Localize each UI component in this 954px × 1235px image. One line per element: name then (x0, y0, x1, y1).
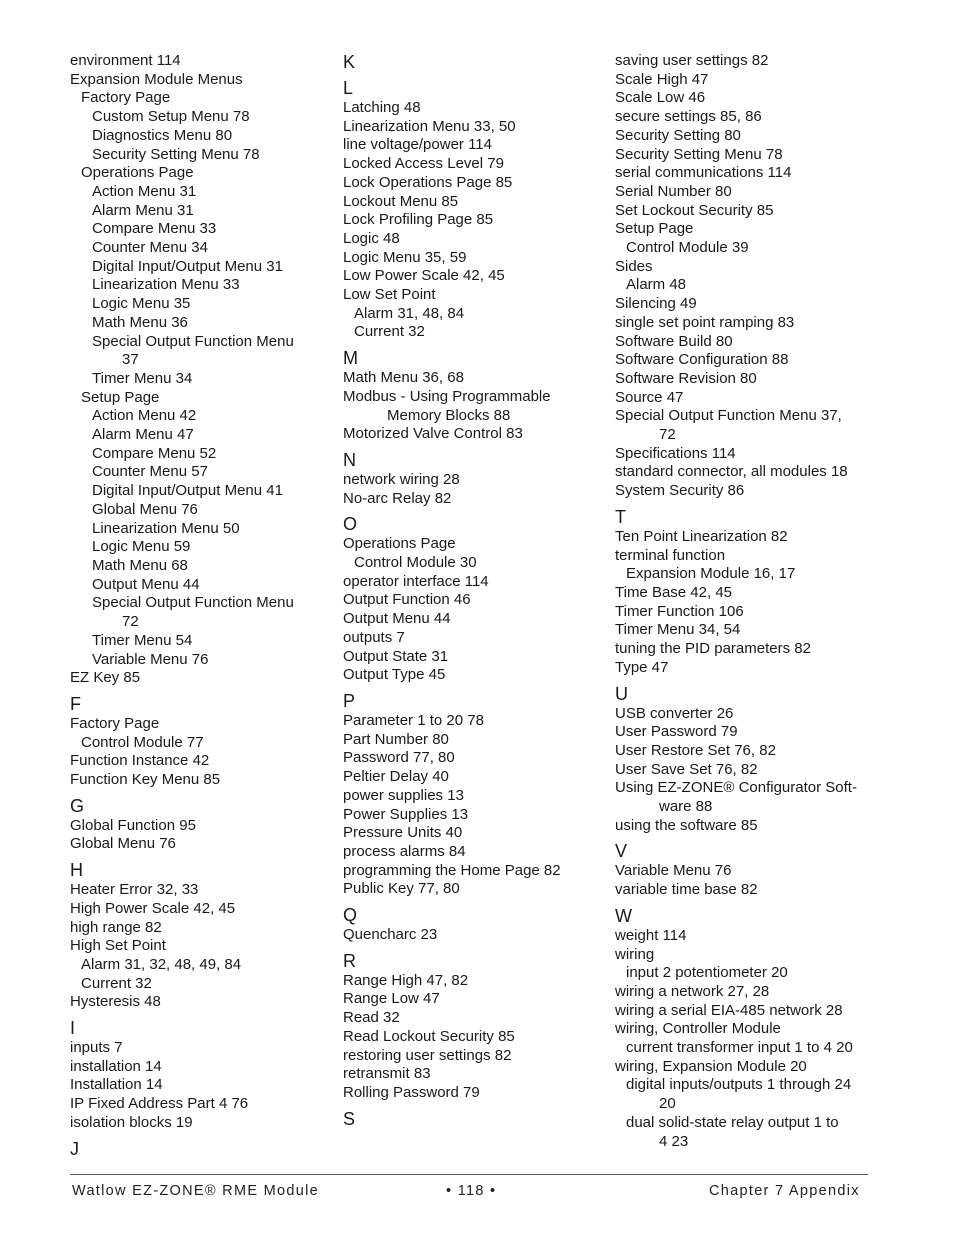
index-entry: Ten Point Linearization 82 (615, 527, 788, 545)
index-entry: Logic Menu 35 (92, 295, 191, 313)
index-entry: Specifications 114 (615, 444, 736, 462)
index-column-1 (70, 52, 332, 1160)
index-entry: Current 32 (354, 323, 425, 341)
index-entry: wiring (615, 945, 655, 963)
index-entry: Security Setting Menu 78 (615, 145, 783, 163)
index-entry: Software Configuration 88 (615, 351, 789, 369)
index-entry: Logic Menu 35, 59 (343, 248, 467, 266)
index-entry: environment 114 (70, 52, 181, 69)
index-entry: Scale High 47 (615, 70, 709, 88)
index-entry: Expansion Module Menus (70, 70, 243, 88)
index-letter-heading: K (343, 52, 356, 72)
index-entry: Output Menu 44 (343, 610, 451, 628)
index-entry-continuation: 20 (659, 1095, 676, 1113)
index-entry: Installation 14 (70, 1076, 163, 1094)
index-entry: Read 32 (343, 1009, 400, 1027)
index-entry: User Password 79 (615, 723, 738, 741)
index-entry: Counter Menu 57 (92, 463, 208, 481)
index-entry: Math Menu 36, 68 (343, 369, 464, 387)
index-entry: Special Output Function Menu 37, (615, 407, 842, 425)
index-entry: Alarm 31, 48, 84 (354, 304, 465, 322)
index-entry: Alarm Menu 31 (92, 201, 194, 219)
index-entry: Security Setting 80 (615, 126, 741, 144)
index-entry: Output Function 46 (343, 591, 471, 609)
index-entry: Parameter 1 to 20 78 (343, 711, 484, 729)
index-entry: System Security 86 (615, 482, 745, 500)
index-entry: tuning the PID parameters 82 (615, 640, 811, 658)
index-entry: Counter Menu 34 (92, 239, 208, 257)
index-entry: Scale Low 46 (615, 89, 706, 107)
index-entry: standard connector, all modules 18 (615, 463, 848, 481)
index-entry: Software Revision 80 (615, 369, 757, 387)
index-entry: Digital Input/Output Menu 41 (92, 482, 283, 500)
index-entry-continuation: 72 (659, 426, 676, 444)
index-entry: digital inputs/outputs 1 through 24 (626, 1076, 852, 1094)
index-entry: Output State 31 (343, 647, 449, 665)
index-entry: wiring a network 27, 28 (615, 982, 770, 1000)
index-entry: Alarm Menu 47 (92, 426, 194, 444)
index-entry: Power Supplies 13 (343, 805, 469, 823)
index-entry: High Power Scale 42, 45 (70, 899, 236, 917)
index-entry: Output Menu 44 (92, 575, 200, 593)
index-entry-continuation: 72 (122, 613, 139, 631)
index-entry: Lock Operations Page 85 (343, 173, 513, 191)
index-entry: Timer Function 106 (615, 602, 744, 620)
index-entry: High Set Point (70, 937, 166, 955)
index-entry: Lock Profiling Page 85 (343, 211, 494, 229)
index-entry: Variable Menu 76 (615, 862, 732, 880)
index-entry: Hysteresis 48 (70, 993, 161, 1011)
index-entry: power supplies 13 (343, 786, 464, 804)
index-entry: Source 47 (615, 388, 684, 406)
index-entry: Math Menu 68 (92, 556, 188, 574)
index-entry: Pressure Units 40 (343, 824, 463, 842)
index-entry: Expansion Module 16, 17 (626, 565, 796, 583)
index-entry: Low Set Point (343, 286, 436, 304)
index-entry: Rolling Password 79 (343, 1083, 480, 1101)
index-entry: Control Module 39 (626, 239, 749, 257)
index-letter-heading: O (343, 514, 358, 535)
index-entry: Range Low 47 (343, 990, 440, 1008)
index-entry: Custom Setup Menu 78 (92, 108, 250, 126)
index-letter-heading: N (343, 449, 356, 470)
index-letter-heading: M (343, 348, 358, 369)
index-entry: Variable Menu 76 (92, 650, 209, 668)
footer-rule (70, 1174, 868, 1175)
index-letter-heading: S (343, 1108, 356, 1129)
index-entry: Control Module 77 (81, 733, 204, 751)
index-entry: Sides (615, 257, 653, 275)
index-entry: Diagnostics Menu 80 (92, 126, 233, 144)
index-entry: Special Output Function Menu (92, 332, 294, 350)
index-letter-heading: T (615, 506, 626, 527)
index-entry: saving user settings 82 (615, 52, 769, 69)
index-entry: Setup Page (615, 220, 694, 238)
index-entry: Output Type 45 (343, 666, 446, 684)
index-entry: Read Lockout Security 85 (343, 1027, 515, 1045)
index-entry: EZ Key 85 (70, 669, 141, 687)
index-entry: Type 47 (615, 658, 669, 676)
index-entry: Alarm 31, 32, 48, 49, 84 (81, 955, 242, 973)
index-entry: Security Setting Menu 78 (92, 145, 260, 163)
index-entry: Compare Menu 33 (92, 220, 217, 238)
index-entry: input 2 potentiometer 20 (626, 964, 788, 982)
index-entry: Locked Access Level 79 (343, 155, 504, 173)
index-entry: terminal function (615, 546, 726, 564)
index-entry: secure settings 85, 86 (615, 108, 762, 126)
index-entry: Digital Input/Output Menu 31 (92, 257, 283, 275)
index-letter-heading: Q (343, 905, 358, 926)
index-letter-heading: H (70, 860, 83, 881)
index-entry: Operations Page (81, 164, 194, 182)
index-entry: high range 82 (70, 918, 162, 936)
index-entry: restoring user settings 82 (343, 1046, 512, 1064)
index-entry: network wiring 28 (343, 470, 460, 488)
index-entry: Global Menu 76 (92, 500, 198, 518)
index-entry: Modbus - Using Programmable (343, 387, 551, 405)
index-letter-heading: V (615, 841, 628, 862)
index-entry: No-arc Relay 82 (343, 489, 452, 507)
index-entry: Silencing 49 (615, 295, 697, 313)
index-entry: Password 77, 80 (343, 749, 455, 767)
index-entry: Logic Menu 59 (92, 538, 191, 556)
index-entry: programming the Home Page 82 (343, 861, 561, 879)
footer-chapter: Chapter 7 Appendix (709, 1183, 860, 1199)
index-entry: Factory Page (70, 714, 160, 732)
index-entry: Software Build 80 (615, 332, 733, 350)
index-entry: installation 14 (70, 1057, 162, 1075)
index-entry: retransmit 83 (343, 1065, 431, 1083)
index-entry: Action Menu 42 (92, 407, 197, 425)
index-entry: Linearization Menu 50 (92, 519, 240, 537)
index-entry: Global Menu 76 (70, 835, 176, 853)
index-entry-continuation: 4 23 (659, 1132, 689, 1150)
index-entry: Lockout Menu 85 (343, 192, 459, 210)
index-entry: Special Output Function Menu (92, 594, 294, 612)
index-entry: inputs 7 (70, 1039, 123, 1057)
index-entry-continuation: 37 (122, 351, 139, 369)
index-entry: Low Power Scale 42, 45 (343, 267, 505, 285)
index-entry: variable time base 82 (615, 881, 758, 899)
index-entry: Logic 48 (343, 229, 400, 247)
index-entry: Serial Number 80 (615, 182, 732, 200)
index-entry: serial communications 114 (615, 164, 792, 182)
index-entry: Action Menu 31 (92, 182, 197, 200)
index-entry: User Restore Set 76, 82 (615, 741, 776, 759)
index-entry: Linearization Menu 33, 50 (343, 117, 516, 135)
index-entry: Control Module 30 (354, 554, 477, 572)
index-entry: Function Key Menu 85 (70, 771, 221, 789)
index-letter-heading: L (343, 78, 354, 98)
index-entry: Function Instance 42 (70, 752, 210, 770)
index-entry: process alarms 84 (343, 842, 466, 860)
index-entry: isolation blocks 19 (70, 1113, 193, 1131)
index-letter-heading: W (615, 905, 632, 926)
index-entry-continuation: ware 88 (659, 798, 713, 816)
index-entry: Set Lockout Security 85 (615, 201, 774, 219)
index-entry: using the software 85 (615, 816, 758, 834)
index-entry: wiring, Controller Module (615, 1020, 781, 1038)
index-letter-heading: F (70, 693, 81, 714)
index-entry: wiring a serial EIA-485 network 28 (615, 1001, 843, 1019)
index-entry: Using EZ-ZONE® Configurator Soft- (615, 779, 857, 797)
index-entry: Global Function 95 (70, 816, 196, 834)
index-entry: Timer Menu 34 (92, 369, 193, 387)
index-entry: USB converter 26 (615, 704, 734, 722)
index-column-3 (615, 52, 885, 1151)
index-entry: current transformer input 1 to 4 20 (626, 1039, 853, 1057)
index-entry: Alarm 48 (626, 276, 687, 294)
index-entry: User Save Set 76, 82 (615, 760, 758, 778)
footer-product-name: Watlow EZ-ZONE® RME Module (72, 1183, 319, 1199)
index-entry: Public Key 77, 80 (343, 880, 460, 898)
index-entry: Compare Menu 52 (92, 444, 217, 462)
index-entry: Part Number 80 (343, 730, 449, 748)
index-entry: Setup Page (81, 388, 160, 406)
index-letter-heading: I (70, 1018, 76, 1039)
index-letter-heading: P (343, 690, 356, 711)
index-entry: Heater Error 32, 33 (70, 881, 199, 899)
index-entry: Range High 47, 82 (343, 971, 469, 989)
index-entry: Time Base 42, 45 (615, 583, 733, 601)
footer-page-number: • 118 • (446, 1183, 497, 1199)
index-entry: wiring, Expansion Module 20 (615, 1057, 807, 1075)
index-entry: weight 114 (615, 926, 687, 944)
index-entry: Peltier Delay 40 (343, 768, 449, 786)
index-entry: operator interface 114 (343, 572, 489, 590)
index-entry: Timer Menu 34, 54 (615, 621, 741, 639)
index-letter-heading: G (70, 795, 85, 816)
index-letter-heading: J (70, 1138, 79, 1159)
index-entry: Math Menu 36 (92, 313, 188, 331)
index-letter-heading: R (343, 950, 356, 971)
index-entry: Timer Menu 54 (92, 631, 193, 649)
index-entry: Quencharc 23 (343, 926, 438, 944)
index-entry: Operations Page (343, 535, 456, 553)
index-entry: Latching 48 (343, 99, 421, 116)
index-entry: dual solid-state relay output 1 to (626, 1113, 839, 1131)
index-letter-heading: U (615, 683, 628, 704)
index-entry: Motorized Valve Control 83 (343, 425, 523, 443)
index-entry-continuation: Memory Blocks 88 (387, 406, 511, 424)
index-entry: IP Fixed Address Part 4 76 (70, 1095, 249, 1113)
index-entry: outputs 7 (343, 628, 405, 646)
index-entry: Linearization Menu 33 (92, 276, 240, 294)
index-entry: Current 32 (81, 974, 152, 992)
index-entry: single set point ramping 83 (615, 313, 795, 331)
index-entry: line voltage/power 114 (343, 136, 492, 154)
index-column-2 (343, 52, 605, 1130)
index-entry: Factory Page (81, 89, 171, 107)
